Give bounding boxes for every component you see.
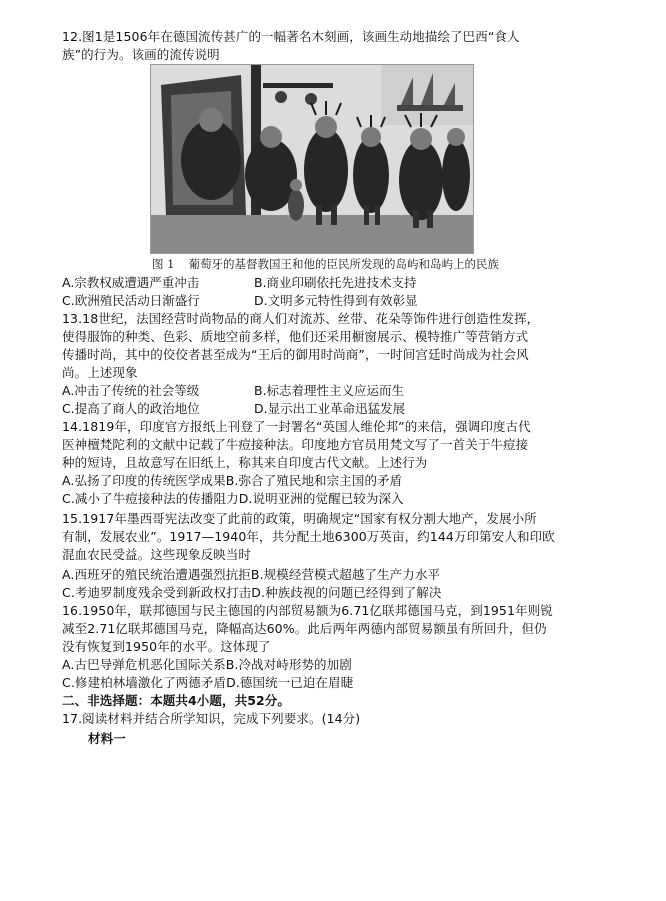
q16-stem-line-3: 没有恢复到1950年的水平。这体现了 [62,639,271,654]
q12-stem-line-1: 12.图1是1506年在德国流传甚广的一幅著名木刻画，该画生动地描绘了巴西“食人 [62,29,520,44]
q14-options-cd: C.减小了牛痘接种法的传播阻力D.说明亚洲的觉醒已较为深入 [62,491,404,506]
q13-stem-line-3: 传播时尚，其中的佼佼者甚至成为“王后的御用时尚商”，一时间宫廷时尚成为社会风 [62,347,529,362]
woodcut-figure-image [150,64,474,254]
q16-stem-line-1: 16.1950年，联邦德国与民主德国的内部贸易额为6.71亿联邦德国马克，到1951年则锐 [62,603,553,618]
q13-option-b: B.标志着理性主义应运而生 [254,383,405,398]
q16-stem-line-2: 减至2.71亿联邦德国马克，降幅高达60%。此后两年两德内部贸易额虽有所回升，但仍 [62,621,547,636]
q16-options-cd: C.修建柏林墙激化了两德矛盾D.德国统一已迫在眉睫 [62,675,354,690]
q13-option-c: C.提高了商人的政治地位 [62,401,200,416]
q13-stem-line-2: 使得服饰的种类、色彩、质地空前多样，他们还采用橱窗展示、模特推广等营销方式 [62,329,529,344]
q13-option-d: D.显示出工业革命迅猛发展 [254,401,406,416]
section-heading: 二、非选择题：本题共4小题，共52分。 [62,693,290,708]
q14-stem-line-2: 医神檀梵陀利的文献中记载了牛痘接种法。印度地方官员用梵文写了一首关于牛痘接 [62,437,529,452]
q17-stem: 17.阅读材料并结合所学知识，完成下列要求。(14分) [62,711,361,726]
figure-number: 图 1 [152,257,175,271]
figure-caption-text: 葡萄牙的基督教国王和他的臣民所发现的岛屿和岛屿上的民族 [188,257,499,271]
q12-option-a: A.宗教权威遭遇严重冲击 [62,275,200,290]
q15-stem-line-3: 混血农民受益。这些现象反映当时 [62,547,252,562]
q15-options-ab: A.西班牙的殖民统治遭遇强烈抗拒B.规模经营模式超越了生产力水平 [62,567,441,582]
q16-options-ab: A.古巴导弹危机恶化国际关系B.冷战对峙形势的加剧 [62,657,352,672]
q12-option-c: C.欧洲殖民活动日渐盛行 [62,293,200,308]
q14-stem-line-1: 14.1819年，印度官方报纸上刊登了一封署名“英国人维伦邦”的来信，强调印度古代 [62,419,531,434]
q13-stem-line-1: 13.18世纪，法国经营时尚物品的商人们对流苏、丝带、花朵等饰件进行创造性发挥， [62,311,540,326]
q15-stem-line-1: 15.1917年墨西哥宪法改变了此前的政策，明确规定“国家有权分割大地产，发展小所 [62,511,537,526]
q14-options-ab: A.弘扬了印度的传统医学成果B.弥合了殖民地和宗主国的矛盾 [62,473,403,488]
q14-stem-line-3: 种的短诗，且故意写在旧纸上，称其来自印度古代文献。上述行为 [62,455,428,470]
q12-option-d: D.文明多元特性得到有效彰显 [254,293,418,308]
figure-caption [152,256,499,272]
q15-stem-line-2: 有制，发展农业”。1917—1940年，共分配土地6300万英亩，约144万印第安人和印欧 [62,529,555,544]
q12-stem-line-2: 族”的行为。该画的流传说明 [62,47,220,62]
material-label: 材料一 [88,731,126,746]
q15-options-cd: C.考迪罗制度残余受到新政权打击D.种族歧视的问题已经得到了解决 [62,585,442,600]
q12-option-b: B.商业印刷依托先进技术支持 [254,275,417,290]
q13-stem-line-4: 尚。上述现象 [62,365,138,380]
q13-option-a: A.冲击了传统的社会等级 [62,383,200,398]
